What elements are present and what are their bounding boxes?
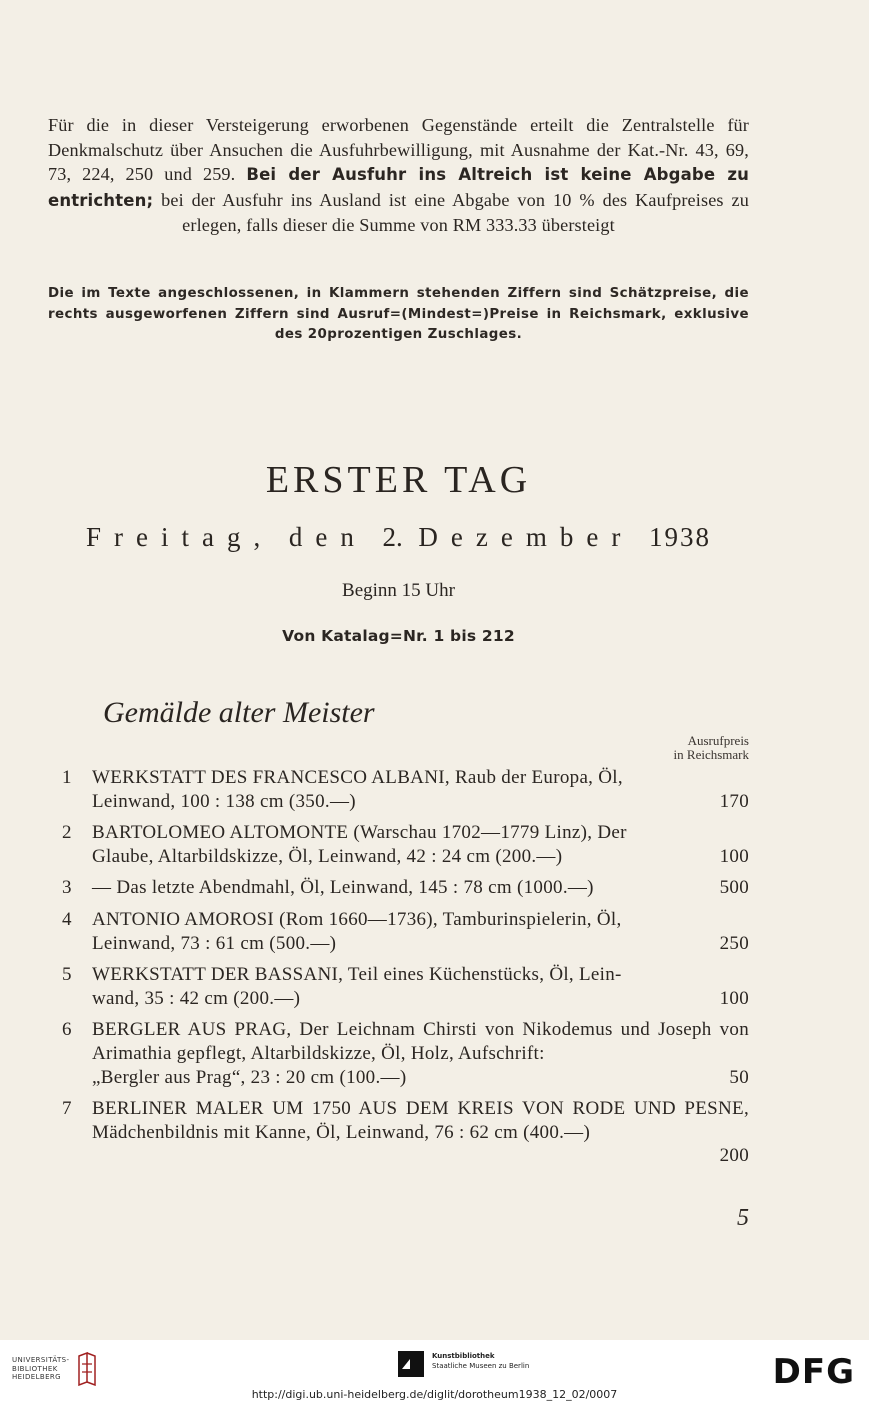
lot-entry bbox=[48, 963, 749, 1010]
lot-number: 7 bbox=[62, 1098, 72, 1120]
lot-price: 200 bbox=[719, 1145, 749, 1167]
page-number: 5 bbox=[737, 1205, 749, 1231]
lot-tail bbox=[92, 1066, 749, 1090]
uni-line: UNIVERSITÄTS- bbox=[12, 1356, 70, 1365]
lot-description: WERKSTATT DES FRANCESCO ALBANI, Raub der Europa, Öl, bbox=[92, 767, 623, 788]
catalog-range: Von Katalag=Nr. 1 bis 212 bbox=[282, 627, 515, 645]
lot-description: BARTOLOMEO ALTOMONTE (Warschau 1702—1779 Linz), Der bbox=[92, 822, 627, 844]
lot-price: 170 bbox=[719, 790, 749, 812]
footer-bar bbox=[0, 1340, 869, 1403]
lot-body bbox=[92, 908, 749, 955]
university-library-text bbox=[12, 1356, 69, 1382]
lot-tail bbox=[92, 790, 749, 814]
date-word: 2. bbox=[382, 522, 403, 552]
lot-description: BERGLER AUS PRAG, Der Leichnam Chirsti von Nikodemus und Joseph von Arimathia gepflegt, Altarbildskizze, Öl, Holz, Aufschrift: bbox=[92, 1019, 749, 1064]
lot-tail-text: — Das letzte Abendmahl, Öl, Leinwand, 145 : 78 cm (1000.—) bbox=[92, 877, 594, 899]
lot-body bbox=[92, 876, 749, 900]
lot-tail bbox=[92, 876, 749, 900]
price-note: Die im Texte angeschlossenen, in Klammern stehenden Ziffern sind Schätzpreise, die rechts ausgeworfenen Ziffern sind Ausruf=(Mindest=)Preise in Reichsmark, exklusive des 20prozentigen Zuschlages. bbox=[48, 286, 749, 342]
export-notice-text-1: Für die in dieser Versteigerung erworbenen Gegenstände erteilt die Zentralstelle für Denkmalschutz über Ansuchen die Ausfuhrbewilligung, mit Ausnahme der Kat.-Nr. 43, 69, 73, 224, 250 und 259. bbox=[48, 115, 749, 184]
day-title: ERSTER TAG bbox=[265, 459, 532, 501]
lot-list bbox=[48, 766, 749, 1176]
lot-tail-text: wand, 35 : 42 cm (200.—) bbox=[92, 987, 301, 1009]
kunstbibliothek-logo[interactable] bbox=[398, 1351, 529, 1377]
date-word: Dezember bbox=[418, 522, 634, 552]
price-head-line-2: in Reichsmark bbox=[673, 747, 749, 762]
lot-number: 2 bbox=[62, 822, 72, 844]
lot-price: 100 bbox=[719, 845, 749, 867]
lot-price: 250 bbox=[719, 932, 749, 954]
lot-entry bbox=[48, 766, 749, 813]
heidelberg-mark-icon bbox=[73, 1352, 99, 1386]
lot-description: WERKSTATT DER BASSANI, Teil eines Küchenstücks, Öl, Lein- bbox=[92, 964, 622, 986]
lot-number: 5 bbox=[62, 964, 72, 986]
dfg-logo[interactable]: DFG bbox=[772, 1352, 855, 1392]
lot-tail-text: „Bergler aus Prag“, 23 : 20 cm (100.—) bbox=[92, 1066, 407, 1088]
lot-number: 6 bbox=[62, 1019, 72, 1041]
lot-entry bbox=[48, 1097, 749, 1168]
lot-tail-text: Glaube, Altarbildskizze, Öl, Leinwand, 42 : 24 cm (200.—) bbox=[92, 845, 563, 867]
lot-tail-text: Leinwand, 73 : 61 cm (500.—) bbox=[92, 932, 337, 954]
export-notice-bold: Bei der Ausfuhr ins Altreich ist keine Abgabe zu entrichten; bbox=[48, 165, 749, 210]
lot-tail bbox=[92, 845, 749, 869]
lot-price: 500 bbox=[719, 877, 749, 899]
lot-tail bbox=[92, 932, 749, 956]
lot-entry bbox=[48, 908, 749, 955]
lot-entry bbox=[48, 821, 749, 868]
source-url-link[interactable]: http://digi.ub.uni-heidelberg.de/diglit/dorotheum1938_12_02/0007 bbox=[251, 1388, 618, 1401]
university-library-logo[interactable] bbox=[12, 1352, 99, 1386]
lot-body bbox=[92, 821, 749, 868]
date-line bbox=[86, 522, 711, 553]
price-column-header bbox=[674, 734, 749, 762]
date-word: Freitag, bbox=[86, 522, 274, 552]
lot-price: 100 bbox=[719, 987, 749, 1009]
kb-line: Staatliche Museen zu Berlin bbox=[432, 1362, 530, 1370]
lot-entry bbox=[48, 1018, 749, 1089]
lot-body bbox=[92, 1097, 749, 1168]
date-word: 1938 bbox=[648, 522, 711, 552]
export-notice bbox=[48, 113, 749, 238]
kb-line: Kunstbibliothek bbox=[432, 1352, 495, 1360]
uni-line: BIBLIOTHEK bbox=[12, 1364, 58, 1373]
lot-body bbox=[92, 766, 749, 813]
export-notice-text-2: bei der Ausfuhr ins Ausland ist eine Abgabe von 10 % des Kaufpreises zu erlegen, falls dieser die Summe von RM 333.33 übersteigt bbox=[161, 189, 749, 235]
lot-entry bbox=[48, 876, 749, 900]
lot-number: 3 bbox=[62, 877, 72, 899]
uni-line: HEIDELBERG bbox=[12, 1373, 61, 1382]
lot-description: ANTONIO AMOROSI (Rom 1660—1736), Tamburinspielerin, Öl, bbox=[92, 908, 622, 930]
lot-tail-text: Leinwand, 100 : 138 cm (350.—) bbox=[92, 790, 356, 812]
lot-number: 4 bbox=[62, 908, 72, 930]
date-word: den bbox=[288, 522, 367, 552]
lot-price: 50 bbox=[729, 1066, 749, 1088]
lot-body bbox=[92, 963, 749, 1010]
lot-description: BERLINER MALER UM 1750 AUS DEM KREIS VON RODE UND PESNE, Mädchenbildnis mit Kanne, Öl, Leinwand, 76 : 62 cm (400.—) bbox=[92, 1098, 749, 1143]
lot-tail bbox=[92, 987, 749, 1011]
lot-number: 1 bbox=[62, 767, 72, 788]
section-title: Gemälde alter Meister bbox=[103, 696, 375, 729]
price-head-line-1: Ausrufpreis bbox=[687, 733, 749, 748]
kunstbibliothek-mark-icon bbox=[398, 1351, 424, 1377]
lot-body bbox=[92, 1018, 749, 1089]
kunstbibliothek-text bbox=[432, 1351, 529, 1371]
start-time: Beginn 15 Uhr bbox=[342, 580, 455, 601]
